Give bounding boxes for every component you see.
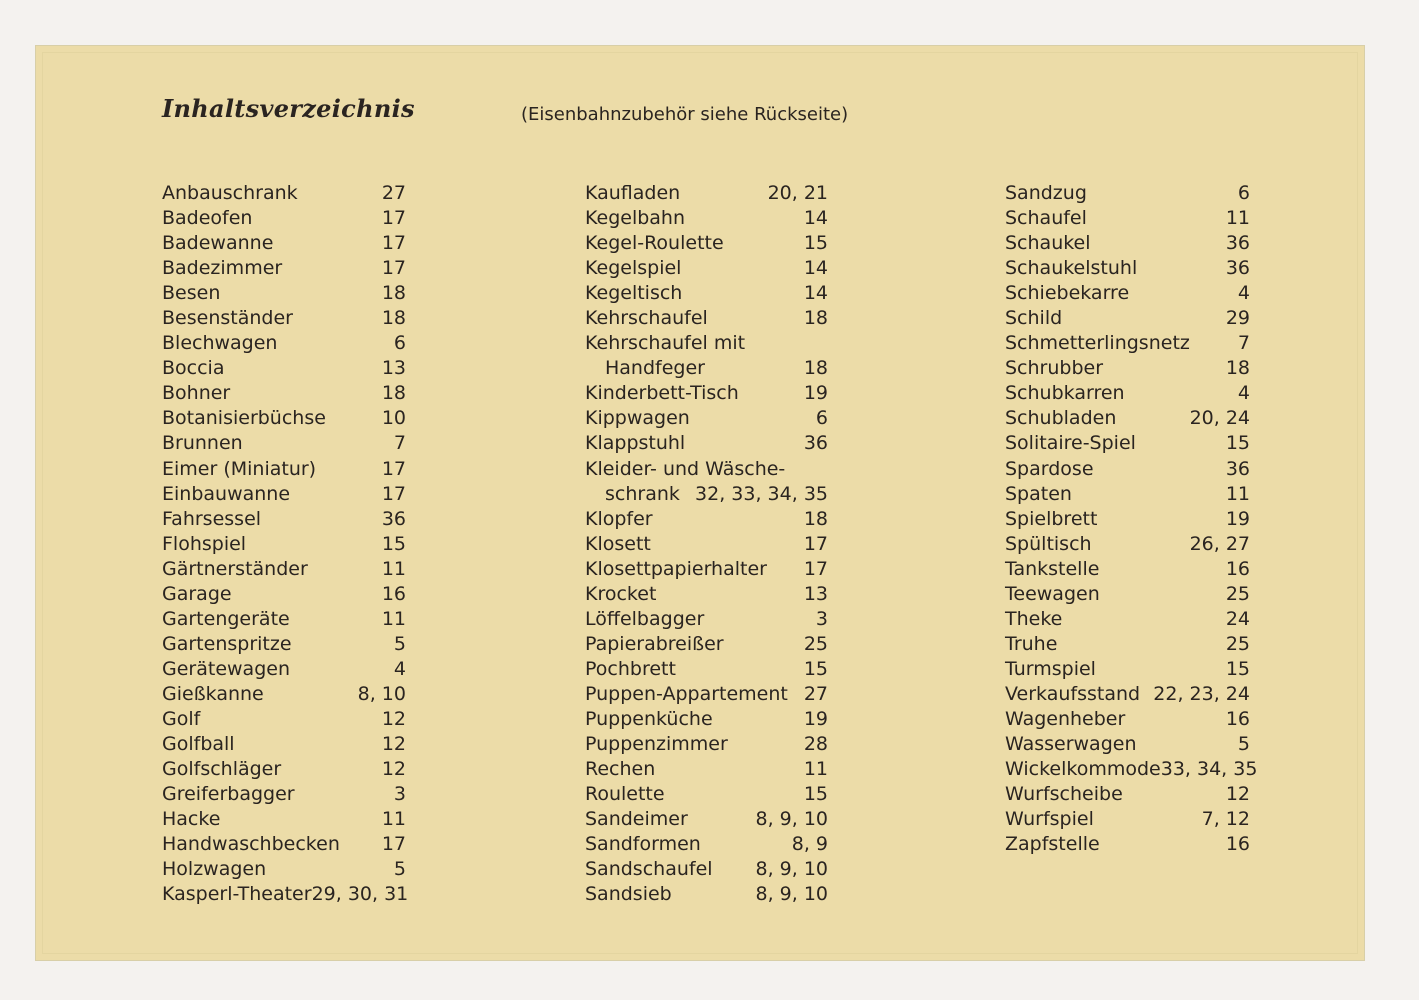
entry-name: Truhe	[1005, 632, 1058, 655]
entry-page: 29, 30, 31	[311, 883, 409, 906]
index-entry	[585, 632, 828, 657]
entry-name: Wickelkommode	[1005, 758, 1161, 781]
entry-page: 10	[381, 407, 406, 430]
index-entry	[1005, 431, 1250, 456]
entry-page: 27	[803, 682, 828, 705]
entry-name: Gießkanne	[162, 682, 264, 705]
entry-name: Klosettpapierhalter	[585, 557, 767, 580]
index-entry	[1005, 356, 1250, 381]
entry-page: 18	[803, 507, 828, 530]
entry-page: 15	[381, 532, 406, 555]
entry-name: Golf	[162, 707, 201, 730]
entry-page: 11	[1225, 482, 1250, 505]
entry-page: 25	[1225, 632, 1250, 655]
entry-name: Boccia	[162, 357, 225, 380]
entry-page: 15	[1225, 432, 1250, 455]
index-entry	[162, 657, 406, 682]
entry-page: 18	[803, 307, 828, 330]
entry-name: Kegelbahn	[585, 207, 686, 230]
entry-page: 8, 9, 10	[755, 883, 828, 906]
index-entry	[162, 682, 406, 707]
entry-name: Badewanne	[162, 232, 274, 255]
entry-page: 19	[803, 382, 828, 405]
entry-name: Löffelbagger	[585, 607, 705, 630]
entry-page: 7	[1237, 332, 1250, 355]
page-subtitle: (Eisenbahnzubehör siehe Rückseite)	[521, 104, 849, 125]
index-entry	[1005, 256, 1250, 281]
entry-name: Schubkarren	[1005, 382, 1125, 405]
entry-name: Gartengeräte	[162, 607, 290, 630]
index-entry	[162, 707, 406, 732]
index-entry	[162, 406, 406, 431]
index-entry	[585, 231, 828, 256]
entry-page: 22, 23, 24	[1153, 682, 1250, 705]
entry-name: Handwaschbecken	[162, 833, 340, 856]
entry-name: Pochbrett	[585, 657, 676, 680]
index-entry	[162, 582, 406, 607]
entry-page: 16	[381, 582, 406, 605]
entry-page: 36	[1225, 257, 1250, 280]
entry-name: schrank	[605, 482, 680, 505]
index-entry	[162, 381, 406, 406]
entry-name: Puppenzimmer	[585, 733, 728, 756]
entry-page: 5	[393, 858, 406, 881]
entry-name: Schubladen	[1005, 407, 1117, 430]
entry-page: 14	[803, 207, 828, 230]
index-entry	[162, 882, 409, 907]
index-entry	[1005, 732, 1250, 757]
index-column-1	[162, 181, 409, 907]
index-entry	[162, 231, 406, 256]
entry-name: Greiferbagger	[162, 783, 295, 806]
index-entry	[162, 607, 406, 632]
entry-page: 18	[381, 282, 406, 305]
index-entry	[585, 356, 828, 381]
index-entry	[1005, 231, 1250, 256]
entry-page: 36	[1225, 457, 1250, 480]
index-entry	[1005, 281, 1250, 306]
index-entry	[585, 832, 828, 857]
entry-name: Gärtnerständer	[162, 557, 308, 580]
entry-name: Schmetterlingsnetz	[1005, 332, 1190, 355]
entry-page: 18	[1225, 357, 1250, 380]
entry-name: Kinderbett-Tisch	[585, 382, 739, 405]
index-entry	[585, 757, 828, 782]
entry-page: 24	[1225, 607, 1250, 630]
entry-page: 16	[1225, 707, 1250, 730]
index-entry	[1005, 381, 1250, 406]
entry-page: 16	[1225, 833, 1250, 856]
entry-page: 36	[1225, 232, 1250, 255]
entry-name: Garage	[162, 582, 232, 605]
entry-page: 26, 27	[1189, 532, 1250, 555]
entry-name: Spardose	[1005, 457, 1094, 480]
entry-name: Badezimmer	[162, 257, 283, 280]
entry-name: Gerätewagen	[162, 657, 290, 680]
entry-name: Kegelspiel	[585, 257, 682, 280]
entry-page: 15	[803, 783, 828, 806]
entry-page: 25	[803, 632, 828, 655]
index-entry	[1005, 832, 1250, 857]
index-entry	[585, 406, 828, 431]
entry-page: 11	[803, 758, 828, 781]
entry-page: 14	[803, 282, 828, 305]
index-entry	[1005, 657, 1250, 682]
index-card	[35, 45, 1365, 961]
entry-name: Kegel-Roulette	[585, 232, 724, 255]
entry-page: 6	[815, 407, 828, 430]
entry-page: 28	[803, 733, 828, 756]
entry-page: 4	[1237, 282, 1250, 305]
entry-name: Sandeimer	[585, 808, 688, 831]
entry-page: 27	[381, 182, 406, 204]
index-entry	[162, 206, 406, 231]
entry-name: Einbauwanne	[162, 482, 291, 505]
entry-page: 17	[381, 457, 406, 480]
entry-page: 11	[381, 808, 406, 831]
entry-name: Badeofen	[162, 207, 253, 230]
entry-page: 17	[381, 232, 406, 255]
index-entry	[162, 857, 406, 882]
index-entry	[162, 281, 406, 306]
index-entry	[585, 857, 828, 882]
index-entry	[1005, 582, 1250, 607]
entry-name: Kippwagen	[585, 407, 690, 430]
entry-page: 20, 24	[1189, 407, 1250, 430]
entry-page: 12	[381, 707, 406, 730]
entry-page: 3	[393, 783, 406, 806]
index-entry	[162, 757, 406, 782]
entry-name: Klappstuhl	[585, 432, 686, 455]
entry-name: Gartenspritze	[162, 632, 292, 655]
index-entry	[162, 256, 406, 281]
entry-page: 5	[393, 632, 406, 655]
index-entry	[585, 657, 828, 682]
entry-name: Sandsieb	[585, 883, 672, 906]
entry-page: 13	[381, 357, 406, 380]
index-entry	[1005, 757, 1258, 782]
entry-page: 17	[381, 833, 406, 856]
index-entry	[1005, 206, 1250, 231]
entry-page: 13	[803, 582, 828, 605]
index-entry	[585, 807, 828, 832]
index-entry	[585, 431, 828, 456]
entry-page: 36	[803, 432, 828, 455]
entry-page: 3	[815, 607, 828, 630]
index-entry	[162, 331, 406, 356]
index-entry	[585, 331, 828, 356]
entry-page: 16	[1225, 557, 1250, 580]
entry-name: Anbauschrank	[162, 182, 298, 204]
index-entry	[585, 507, 828, 532]
index-entry	[1005, 807, 1250, 832]
index-entry	[585, 607, 828, 632]
entry-name: Holzwagen	[162, 858, 267, 881]
index-entry	[1005, 632, 1250, 657]
entry-name: Wurfspiel	[1005, 808, 1094, 831]
entry-name: Kehrschaufel	[585, 307, 708, 330]
index-entry	[585, 707, 828, 732]
entry-name: Golfschläger	[162, 758, 282, 781]
entry-page: 8, 10	[357, 682, 406, 705]
entry-name: Teewagen	[1005, 582, 1100, 605]
index-entry	[1005, 406, 1250, 431]
index-entry	[162, 632, 406, 657]
index-entry	[162, 431, 406, 456]
index-entry	[1005, 557, 1250, 582]
index-entry	[1005, 682, 1250, 707]
entry-name: Fahrsessel	[162, 507, 262, 530]
index-entry	[585, 682, 828, 707]
entry-name: Blechwagen	[162, 332, 278, 355]
entry-name: Solitaire-Spiel	[1005, 432, 1136, 455]
entry-name: Schaufel	[1005, 207, 1087, 230]
entry-name: Sandzug	[1005, 182, 1087, 204]
index-entry	[585, 181, 828, 206]
index-column-2	[585, 181, 828, 907]
index-entry	[1005, 707, 1250, 732]
index-entry	[585, 381, 828, 406]
entry-name: Zapfstelle	[1005, 833, 1100, 856]
entry-page: 15	[803, 657, 828, 680]
entry-name: Roulette	[585, 783, 665, 806]
entry-name: Besen	[162, 282, 221, 305]
entry-name: Tankstelle	[1005, 557, 1100, 580]
index-entry	[162, 532, 406, 557]
entry-name: Flohspiel	[162, 532, 247, 555]
entry-page: 7	[393, 432, 406, 455]
page-title: Inhaltsverzeichnis	[162, 94, 415, 123]
index-entry	[1005, 181, 1250, 206]
entry-page: 8, 9	[791, 833, 828, 856]
entry-page: 15	[803, 232, 828, 255]
entry-page: 6	[1237, 182, 1250, 204]
entry-page: 17	[381, 257, 406, 280]
index-entry	[1005, 532, 1250, 557]
entry-page: 4	[393, 657, 406, 680]
entry-page: 14	[803, 257, 828, 280]
entry-name: Klosett	[585, 532, 651, 555]
entry-name: Golfball	[162, 733, 235, 756]
entry-page: 11	[381, 607, 406, 630]
entry-name: Puppen-Appartement	[585, 682, 788, 705]
index-entry	[585, 281, 828, 306]
index-column-3	[1005, 181, 1258, 857]
index-entry	[162, 732, 406, 757]
entry-name: Schaukel	[1005, 232, 1091, 255]
index-entry	[1005, 507, 1250, 532]
entry-name: Turmspiel	[1005, 657, 1096, 680]
entry-page: 17	[381, 207, 406, 230]
entry-name: Kleider- und Wäsche-	[585, 457, 786, 480]
entry-page: 6	[393, 332, 406, 355]
index-entry	[1005, 331, 1250, 356]
index-entry	[585, 582, 828, 607]
entry-name: Sandschaufel	[585, 858, 713, 881]
entry-page: 11	[381, 557, 406, 580]
entry-name: Wasserwagen	[1005, 733, 1137, 756]
entry-page: 19	[803, 707, 828, 730]
entry-name: Klopfer	[585, 507, 653, 530]
entry-name: Wagenheber	[1005, 707, 1126, 730]
entry-name: Puppenküche	[585, 707, 713, 730]
index-entry	[585, 256, 828, 281]
entry-page: 8, 9, 10	[755, 808, 828, 831]
entry-name: Schrubber	[1005, 357, 1104, 380]
index-entry	[585, 882, 828, 907]
entry-page: 18	[381, 307, 406, 330]
entry-name: Bohner	[162, 382, 231, 405]
index-entry	[585, 206, 828, 231]
entry-page: 20, 21	[767, 182, 828, 204]
index-entry	[1005, 482, 1250, 507]
entry-page: 32, 33, 34, 35	[695, 482, 828, 505]
entry-page: 5	[1237, 733, 1250, 756]
entry-name: Krocket	[585, 582, 657, 605]
entry-name: Eimer (Miniatur)	[162, 457, 317, 480]
entry-page: 18	[803, 357, 828, 380]
entry-name: Spaten	[1005, 482, 1072, 505]
entry-page: 4	[1237, 382, 1250, 405]
entry-page: 33, 34, 35	[1160, 758, 1258, 781]
index-entry	[162, 557, 406, 582]
entry-name: Papierabreißer	[585, 632, 724, 655]
entry-page: 11	[1225, 207, 1250, 230]
entry-page: 7, 12	[1201, 808, 1250, 831]
entry-name: Hacke	[162, 808, 221, 831]
index-entry	[585, 457, 828, 482]
index-entry	[1005, 457, 1250, 482]
entry-name: Kegeltisch	[585, 282, 683, 305]
entry-page: 19	[1225, 507, 1250, 530]
entry-name: Besenständer	[162, 307, 293, 330]
entry-name: Kasperl-Theater	[162, 883, 312, 906]
entry-page: 12	[381, 758, 406, 781]
entry-name: Spielbrett	[1005, 507, 1098, 530]
entry-name: Wurfscheibe	[1005, 783, 1123, 806]
entry-name: Theke	[1005, 607, 1063, 630]
index-entry	[162, 507, 406, 532]
index-entry	[585, 732, 828, 757]
index-entry	[585, 532, 828, 557]
entry-name: Botanisierbüchse	[162, 407, 326, 430]
entry-page: 18	[381, 382, 406, 405]
entry-page: 17	[381, 482, 406, 505]
index-entry	[1005, 782, 1250, 807]
index-entry	[162, 782, 406, 807]
entry-name: Schild	[1005, 307, 1063, 330]
entry-name: Handfeger	[605, 357, 705, 380]
entry-name: Verkaufsstand	[1005, 682, 1141, 705]
index-entry	[585, 306, 828, 331]
entry-name: Rechen	[585, 758, 656, 781]
index-entry	[162, 356, 406, 381]
entry-page: 12	[1225, 783, 1250, 806]
entry-page: 17	[803, 532, 828, 555]
entry-page: 36	[381, 507, 406, 530]
index-entry	[1005, 306, 1250, 331]
index-entry	[585, 482, 828, 507]
entry-name: Spültisch	[1005, 532, 1092, 555]
entry-page: 12	[381, 733, 406, 756]
index-entry	[162, 306, 406, 331]
entry-page: 8, 9, 10	[755, 858, 828, 881]
index-entry	[162, 181, 406, 206]
index-entry	[585, 782, 828, 807]
index-entry	[162, 457, 406, 482]
entry-name: Kaufladen	[585, 182, 681, 204]
index-entry	[162, 482, 406, 507]
index-entry	[585, 557, 828, 582]
entry-page: 29	[1225, 307, 1250, 330]
entry-page: 25	[1225, 582, 1250, 605]
index-entry	[162, 832, 406, 857]
entry-page: 17	[803, 557, 828, 580]
entry-name: Schaukelstuhl	[1005, 257, 1138, 280]
entry-name: Sandformen	[585, 833, 701, 856]
index-entry	[162, 807, 406, 832]
entry-page: 15	[1225, 657, 1250, 680]
entry-name: Brunnen	[162, 432, 243, 455]
entry-name: Kehrschaufel mit	[585, 332, 746, 355]
index-entry	[1005, 607, 1250, 632]
entry-name: Schiebekarre	[1005, 282, 1130, 305]
